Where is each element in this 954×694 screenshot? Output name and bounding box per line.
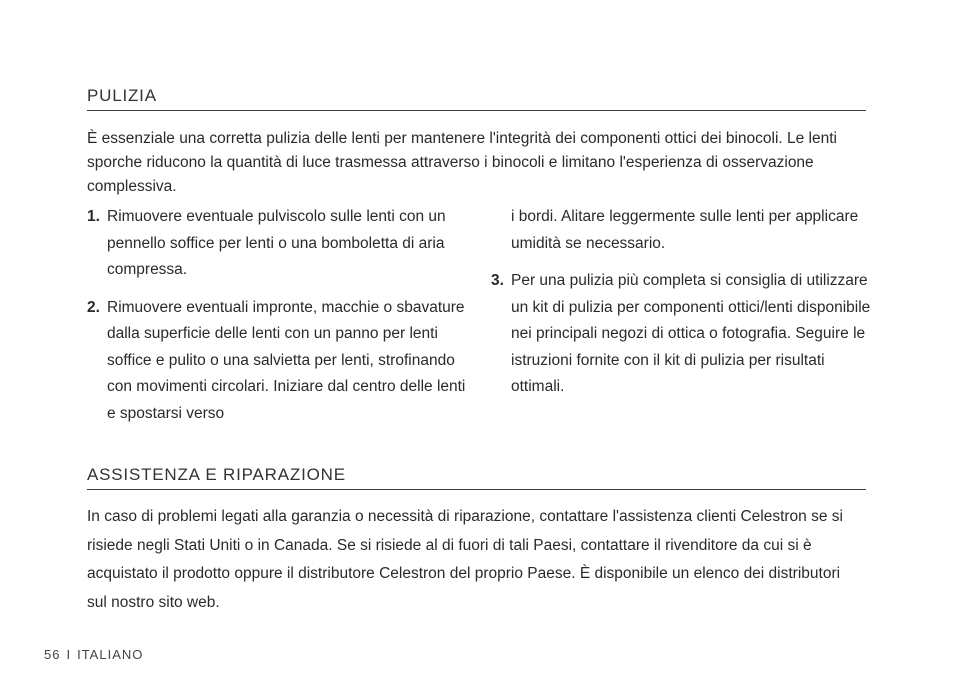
page-footer (44, 647, 143, 662)
section-heading-cleaning: PULIZIA (87, 86, 866, 111)
step-number: 1. (87, 208, 100, 225)
language-label: ITALIANO (77, 647, 144, 662)
step-number: 3. (491, 272, 504, 289)
cleaning-intro-paragraph: È essenziale una corretta pulizia delle lenti per mantenere l'integrità dei componenti ottici dei binocoli. Le lenti sporche riducono la quantità di luce trasmessa attraverso i binocoli e limitano l'esperienza di osservazione complessiva. (87, 130, 837, 195)
cleaning-step-2 (87, 295, 472, 428)
step-text: Rimuovere eventuale pulviscolo sulle lenti con un pennello soffice per lenti o una bomboletta di aria compressa. (107, 208, 446, 278)
cleaning-step-1 (87, 204, 472, 284)
section-heading-service: ASSISTENZA E RIPARAZIONE (87, 465, 866, 490)
service-paragraph: In caso di problemi legati alla garanzia o necessità di riparazione, contattare l'assistenza clienti Celestron se si risiede negli Stati Uniti o in Canada. Se si risiede al di fuori di tali Paesi, contattare il rivenditore da cui si è acquistato il prodotto oppure il distributore Celestron del proprio Paese. È disponibile un elenco dei distributori sul nostro sito web. (87, 508, 843, 611)
page-number: 56 (44, 647, 61, 662)
cleaning-steps-right-column (491, 204, 871, 412)
cleaning-steps-left-column (87, 204, 472, 438)
step-text: Rimuovere eventuali impronte, macchie o sbavature dalla superficie delle lenti con un panno per lenti soffice e pulito o una salvietta per lenti, strofinando con movimenti circolari. Iniziare dal centro delle lenti e spostarsi verso (107, 298, 466, 422)
cleaning-step-3 (491, 268, 871, 401)
step-text: Per una pulizia più completa si consiglia di utilizzare un kit di pulizia per componenti ottici/lenti disponibile nei principali negozi di ottica o fotografia. Seguire le istruzioni fornite con il kit di pulizia per risultati ottimali. (511, 272, 871, 395)
cleaning-step-2-continuation: i bordi. Alitare leggermente sulle lenti per applicare umidità se necessario. (511, 208, 859, 252)
step-number: 2. (87, 298, 100, 316)
footer-separator: I (66, 647, 72, 662)
